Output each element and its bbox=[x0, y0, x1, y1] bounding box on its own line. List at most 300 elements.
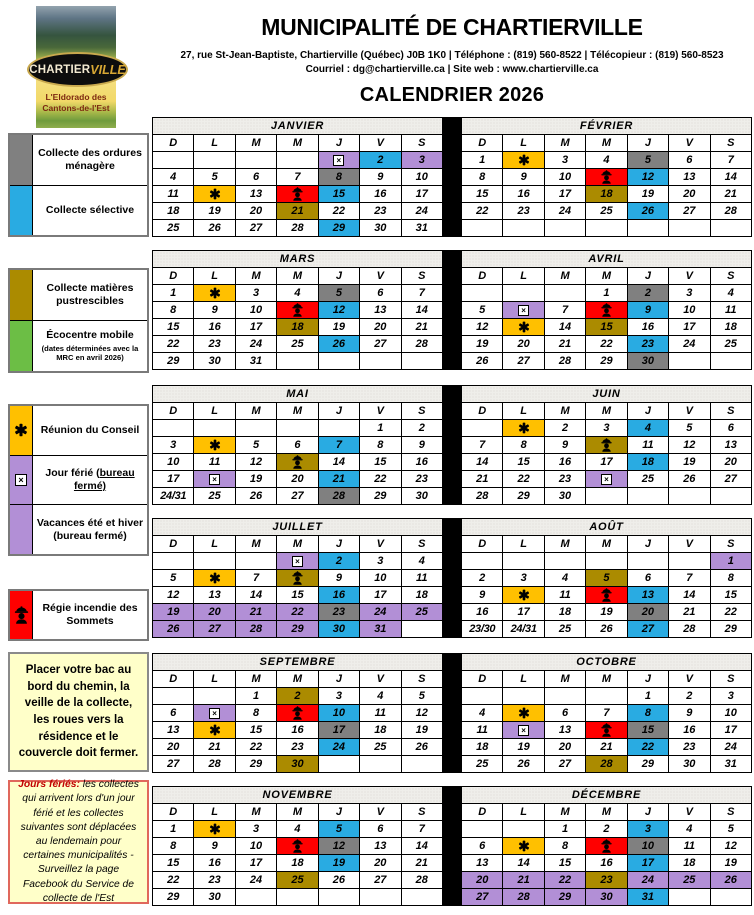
day-cell: 22 bbox=[235, 739, 276, 756]
day-cell bbox=[153, 688, 194, 705]
day-cell: 1 bbox=[544, 821, 585, 838]
day-cell bbox=[194, 420, 235, 437]
day-cell: 2 bbox=[318, 553, 359, 570]
day-of-week-header: M bbox=[277, 135, 318, 152]
day-cell: 23 bbox=[318, 604, 359, 621]
firefighter-icon bbox=[600, 839, 613, 853]
day-of-week-header: L bbox=[194, 671, 235, 688]
day-cell: 17 bbox=[710, 722, 751, 739]
day-cell: 18 bbox=[360, 722, 401, 739]
day-cell: 29 bbox=[586, 353, 627, 370]
firefighter-icon bbox=[291, 839, 304, 853]
day-cell: 15 bbox=[503, 454, 544, 471]
day-cell: 22 bbox=[586, 336, 627, 353]
day-of-week-header: M bbox=[235, 135, 276, 152]
day-cell bbox=[669, 889, 710, 906]
day-cell bbox=[503, 152, 544, 169]
day-cell: 18 bbox=[669, 855, 710, 872]
day-cell bbox=[627, 553, 668, 570]
day-cell bbox=[194, 821, 235, 838]
day-of-week-header: M bbox=[235, 268, 276, 285]
day-of-week-header: J bbox=[318, 403, 359, 420]
day-cell: 21 bbox=[710, 186, 751, 203]
day-cell bbox=[586, 471, 627, 488]
month-calendar-mai bbox=[152, 385, 443, 505]
day-cell: 17 bbox=[627, 855, 668, 872]
day-cell: 1 bbox=[153, 821, 194, 838]
day-of-week-header: M bbox=[544, 135, 585, 152]
day-cell: 31 bbox=[401, 220, 442, 237]
legend-swatch-purple bbox=[10, 505, 33, 554]
month-pair-row bbox=[152, 117, 752, 237]
day-of-week-header: M bbox=[235, 671, 276, 688]
council-meeting-star-icon bbox=[209, 823, 221, 835]
holiday-closed-icon: × bbox=[601, 474, 612, 485]
day-cell: 27 bbox=[360, 336, 401, 353]
day-of-week-header: M bbox=[235, 536, 276, 553]
day-cell: 23 bbox=[627, 336, 668, 353]
day-cell: 19 bbox=[503, 739, 544, 756]
day-cell: 6 bbox=[360, 821, 401, 838]
day-of-week-header: S bbox=[401, 268, 442, 285]
day-cell: 17 bbox=[503, 604, 544, 621]
day-cell: 16 bbox=[401, 454, 442, 471]
day-cell: 13 bbox=[544, 722, 585, 739]
day-of-week-header: J bbox=[627, 268, 668, 285]
day-cell bbox=[277, 454, 318, 471]
day-cell: 29 bbox=[710, 621, 751, 638]
day-cell: 18 bbox=[401, 587, 442, 604]
day-cell: 17 bbox=[360, 587, 401, 604]
day-cell: 1 bbox=[235, 688, 276, 705]
day-cell bbox=[194, 152, 235, 169]
day-cell: 24 bbox=[235, 336, 276, 353]
day-cell: 21 bbox=[462, 471, 503, 488]
month-pair-row bbox=[152, 786, 752, 906]
day-cell: 5 bbox=[318, 821, 359, 838]
day-cell: 7 bbox=[462, 437, 503, 454]
month-calendar-octobre bbox=[461, 653, 752, 773]
day-cell bbox=[586, 169, 627, 186]
day-of-week-header: M bbox=[544, 403, 585, 420]
month-calendar-avril bbox=[461, 250, 752, 370]
month-separator-bar bbox=[443, 385, 461, 505]
day-cell bbox=[503, 302, 544, 319]
day-cell: 8 bbox=[503, 437, 544, 454]
legend-item bbox=[10, 186, 147, 236]
logo-oval bbox=[27, 52, 128, 87]
day-cell: 8 bbox=[710, 570, 751, 587]
day-cell bbox=[318, 889, 359, 906]
day-cell: 2 bbox=[586, 821, 627, 838]
day-cell: 15 bbox=[544, 855, 585, 872]
council-meeting-star-icon bbox=[518, 154, 530, 166]
day-cell: 5 bbox=[153, 570, 194, 587]
day-of-week-header: V bbox=[669, 671, 710, 688]
day-cell: 7 bbox=[277, 169, 318, 186]
day-cell: 4 bbox=[544, 570, 585, 587]
day-cell: 3 bbox=[360, 553, 401, 570]
day-cell bbox=[277, 353, 318, 370]
day-cell: 23 bbox=[401, 471, 442, 488]
day-cell: 5 bbox=[669, 420, 710, 437]
day-cell bbox=[277, 838, 318, 855]
month-calendar-juin bbox=[461, 385, 752, 505]
day-cell: 3 bbox=[235, 821, 276, 838]
day-cell: 29 bbox=[153, 353, 194, 370]
day-of-week-header: L bbox=[194, 268, 235, 285]
day-cell: 3 bbox=[153, 437, 194, 454]
day-cell: 21 bbox=[318, 471, 359, 488]
holiday-closed-icon: × bbox=[209, 474, 220, 485]
day-of-week-header: L bbox=[194, 403, 235, 420]
council-meeting-star-icon bbox=[518, 707, 530, 719]
day-cell: 19 bbox=[710, 855, 751, 872]
day-cell: 1 bbox=[586, 285, 627, 302]
month-pair-row bbox=[152, 518, 752, 638]
contact-line: Courriel : dg@chartierville.ca | Site web : www.chartierville.ca bbox=[305, 64, 599, 75]
day-cell: 29 bbox=[627, 756, 668, 773]
day-of-week-header: J bbox=[627, 536, 668, 553]
legend-item bbox=[10, 505, 147, 554]
day-of-week-header: J bbox=[627, 135, 668, 152]
day-cell bbox=[462, 553, 503, 570]
day-cell: 5 bbox=[401, 688, 442, 705]
day-cell: 13 bbox=[627, 587, 668, 604]
day-of-week-header: M bbox=[544, 536, 585, 553]
day-cell: 20 bbox=[360, 319, 401, 336]
day-cell: 18 bbox=[544, 604, 585, 621]
day-cell: 26 bbox=[627, 203, 668, 220]
day-cell bbox=[277, 186, 318, 203]
day-cell: 17 bbox=[235, 855, 276, 872]
legend-item bbox=[10, 135, 147, 186]
day-cell bbox=[669, 353, 710, 370]
day-of-week-header: L bbox=[503, 804, 544, 821]
day-of-week-header: D bbox=[462, 804, 503, 821]
day-of-week-header: S bbox=[710, 671, 751, 688]
day-cell: 16 bbox=[194, 855, 235, 872]
day-of-week-header: V bbox=[360, 536, 401, 553]
day-cell: 13 bbox=[710, 437, 751, 454]
day-cell: 5 bbox=[586, 570, 627, 587]
day-cell bbox=[503, 285, 544, 302]
day-cell: 28 bbox=[235, 621, 276, 638]
day-cell: 24/31 bbox=[153, 488, 194, 505]
day-cell: 17 bbox=[235, 319, 276, 336]
day-cell bbox=[544, 553, 585, 570]
month-calendar-décembre bbox=[461, 786, 752, 906]
month-calendar-juillet bbox=[152, 518, 443, 638]
legend-swatch-green bbox=[10, 321, 33, 371]
day-cell bbox=[503, 688, 544, 705]
day-cell: 20 bbox=[503, 336, 544, 353]
month-pair-row bbox=[152, 653, 752, 773]
day-cell: 6 bbox=[544, 705, 585, 722]
month-title: FÉVRIER bbox=[462, 118, 752, 135]
day-cell: 13 bbox=[462, 855, 503, 872]
firefighter-icon bbox=[291, 187, 304, 201]
day-cell: 31 bbox=[360, 621, 401, 638]
day-cell: 1 bbox=[627, 688, 668, 705]
day-cell: 18 bbox=[586, 186, 627, 203]
day-cell bbox=[277, 705, 318, 722]
day-cell: 15 bbox=[277, 587, 318, 604]
day-of-week-header: S bbox=[401, 671, 442, 688]
legend-swatch-red bbox=[10, 591, 33, 639]
day-cell: 6 bbox=[277, 437, 318, 454]
day-cell: 27 bbox=[277, 488, 318, 505]
day-cell: 17 bbox=[586, 454, 627, 471]
month-title: JANVIER bbox=[153, 118, 443, 135]
day-cell bbox=[153, 152, 194, 169]
council-meeting-star-icon bbox=[518, 589, 530, 601]
day-cell bbox=[503, 722, 544, 739]
day-cell bbox=[194, 722, 235, 739]
day-cell: 28 bbox=[462, 488, 503, 505]
day-of-week-header: D bbox=[462, 536, 503, 553]
day-of-week-header: V bbox=[669, 268, 710, 285]
day-cell: 20 bbox=[360, 855, 401, 872]
day-cell: 12 bbox=[669, 437, 710, 454]
day-cell: 29 bbox=[503, 488, 544, 505]
day-cell: 24 bbox=[669, 336, 710, 353]
day-of-week-header: S bbox=[401, 135, 442, 152]
day-cell: 27 bbox=[627, 621, 668, 638]
day-cell: 8 bbox=[318, 169, 359, 186]
day-of-week-header: L bbox=[194, 536, 235, 553]
day-cell: 8 bbox=[235, 705, 276, 722]
day-cell: 22 bbox=[318, 203, 359, 220]
day-cell: 3 bbox=[318, 688, 359, 705]
day-of-week-header: M bbox=[586, 403, 627, 420]
day-cell: 15 bbox=[153, 319, 194, 336]
day-cell: 7 bbox=[401, 821, 442, 838]
day-of-week-header: M bbox=[544, 671, 585, 688]
day-cell: 9 bbox=[462, 587, 503, 604]
month-pair-row bbox=[152, 385, 752, 505]
day-cell bbox=[277, 570, 318, 587]
day-cell: 6 bbox=[235, 169, 276, 186]
day-cell: 16 bbox=[194, 319, 235, 336]
day-cell: 10 bbox=[669, 302, 710, 319]
day-cell: 11 bbox=[627, 437, 668, 454]
day-cell: 27 bbox=[669, 203, 710, 220]
day-cell bbox=[277, 553, 318, 570]
legend-group bbox=[8, 133, 149, 237]
day-cell bbox=[586, 587, 627, 604]
day-of-week-header: S bbox=[710, 804, 751, 821]
council-meeting-star-icon bbox=[209, 287, 221, 299]
day-cell bbox=[318, 420, 359, 437]
day-of-week-header: S bbox=[710, 135, 751, 152]
day-cell: 24 bbox=[235, 872, 276, 889]
day-cell: 21 bbox=[669, 604, 710, 621]
legend-swatch-gray bbox=[10, 135, 33, 185]
day-cell: 20 bbox=[544, 739, 585, 756]
day-of-week-header: D bbox=[462, 268, 503, 285]
day-cell: 8 bbox=[462, 169, 503, 186]
day-cell: 24 bbox=[401, 203, 442, 220]
legend-group bbox=[8, 268, 149, 373]
day-cell bbox=[194, 705, 235, 722]
day-of-week-header: S bbox=[710, 403, 751, 420]
council-meeting-star-icon bbox=[209, 572, 221, 584]
day-cell: 27 bbox=[194, 621, 235, 638]
day-of-week-header: L bbox=[503, 671, 544, 688]
day-of-week-header: M bbox=[586, 268, 627, 285]
day-cell bbox=[153, 420, 194, 437]
day-cell: 31 bbox=[627, 889, 668, 906]
day-cell bbox=[401, 621, 442, 638]
day-cell bbox=[503, 838, 544, 855]
day-cell: 24 bbox=[627, 872, 668, 889]
legend-label: Collecte sélective bbox=[45, 203, 135, 216]
day-of-week-header: M bbox=[277, 268, 318, 285]
day-cell: 30 bbox=[194, 353, 235, 370]
day-of-week-header: M bbox=[277, 671, 318, 688]
day-of-week-header: J bbox=[627, 403, 668, 420]
day-cell: 9 bbox=[669, 705, 710, 722]
day-cell: 21 bbox=[401, 855, 442, 872]
day-of-week-header: L bbox=[194, 804, 235, 821]
day-of-week-header: D bbox=[153, 671, 194, 688]
day-cell: 28 bbox=[669, 621, 710, 638]
day-cell: 19 bbox=[401, 722, 442, 739]
day-cell bbox=[277, 420, 318, 437]
day-cell: 23 bbox=[194, 336, 235, 353]
day-cell: 20 bbox=[462, 872, 503, 889]
day-cell bbox=[586, 838, 627, 855]
day-cell: 27 bbox=[462, 889, 503, 906]
holidays-note-title: Jours fériés: bbox=[18, 779, 80, 791]
day-cell: 10 bbox=[153, 454, 194, 471]
day-cell: 2 bbox=[462, 570, 503, 587]
day-cell bbox=[318, 353, 359, 370]
day-cell: 4 bbox=[627, 420, 668, 437]
day-cell: 6 bbox=[153, 705, 194, 722]
day-cell: 9 bbox=[627, 302, 668, 319]
day-cell: 14 bbox=[544, 319, 585, 336]
day-cell: 1 bbox=[710, 553, 751, 570]
day-cell: 30 bbox=[401, 488, 442, 505]
day-cell: 9 bbox=[401, 437, 442, 454]
day-cell: 24 bbox=[710, 739, 751, 756]
day-cell: 2 bbox=[669, 688, 710, 705]
day-cell: 19 bbox=[586, 604, 627, 621]
day-cell: 30 bbox=[360, 220, 401, 237]
month-title: JUIN bbox=[462, 386, 752, 403]
day-cell: 20 bbox=[153, 739, 194, 756]
day-cell: 23 bbox=[669, 739, 710, 756]
day-cell: 25 bbox=[627, 471, 668, 488]
day-cell: 16 bbox=[586, 855, 627, 872]
day-cell: 16 bbox=[669, 722, 710, 739]
day-cell: 4 bbox=[710, 285, 751, 302]
day-cell: 19 bbox=[318, 855, 359, 872]
day-cell bbox=[401, 353, 442, 370]
legend-group bbox=[8, 589, 149, 641]
month-separator-bar bbox=[443, 653, 461, 773]
day-cell: 11 bbox=[194, 454, 235, 471]
day-cell: 6 bbox=[627, 570, 668, 587]
day-of-week-header: M bbox=[586, 536, 627, 553]
day-cell: 4 bbox=[586, 152, 627, 169]
day-cell: 5 bbox=[627, 152, 668, 169]
day-cell: 15 bbox=[235, 722, 276, 739]
day-cell: 22 bbox=[710, 604, 751, 621]
day-cell bbox=[586, 488, 627, 505]
day-cell: 31 bbox=[235, 353, 276, 370]
day-cell: 29 bbox=[544, 889, 585, 906]
day-cell: 15 bbox=[318, 186, 359, 203]
day-cell bbox=[586, 220, 627, 237]
day-cell: 22 bbox=[277, 604, 318, 621]
day-cell: 26 bbox=[235, 488, 276, 505]
day-cell: 10 bbox=[401, 169, 442, 186]
holiday-closed-icon: × bbox=[15, 474, 27, 486]
day-cell: 22 bbox=[627, 739, 668, 756]
month-title: SEPTEMBRE bbox=[153, 654, 443, 671]
day-cell bbox=[235, 889, 276, 906]
day-of-week-header: M bbox=[277, 804, 318, 821]
day-cell: 28 bbox=[710, 203, 751, 220]
day-cell: 25 bbox=[277, 336, 318, 353]
month-title: DÉCEMBRE bbox=[462, 787, 752, 804]
day-cell bbox=[710, 220, 751, 237]
day-cell bbox=[503, 319, 544, 336]
day-cell: 2 bbox=[401, 420, 442, 437]
day-cell bbox=[277, 152, 318, 169]
day-cell: 20 bbox=[627, 604, 668, 621]
day-cell: 20 bbox=[669, 186, 710, 203]
day-cell: 21 bbox=[503, 872, 544, 889]
month-calendar-janvier bbox=[152, 117, 443, 237]
day-cell: 28 bbox=[277, 220, 318, 237]
day-cell bbox=[401, 756, 442, 773]
day-cell: 13 bbox=[194, 587, 235, 604]
day-cell: 4 bbox=[401, 553, 442, 570]
month-separator-bar bbox=[443, 786, 461, 906]
day-cell: 20 bbox=[277, 471, 318, 488]
day-of-week-header: M bbox=[235, 403, 276, 420]
day-of-week-header: M bbox=[277, 536, 318, 553]
day-of-week-header: V bbox=[360, 804, 401, 821]
day-cell: 4 bbox=[462, 705, 503, 722]
day-cell: 26 bbox=[710, 872, 751, 889]
day-cell: 18 bbox=[277, 319, 318, 336]
day-cell: 3 bbox=[503, 570, 544, 587]
day-cell: 27 bbox=[503, 353, 544, 370]
day-of-week-header: M bbox=[586, 135, 627, 152]
day-cell: 4 bbox=[669, 821, 710, 838]
day-cell: 12 bbox=[153, 587, 194, 604]
day-cell bbox=[710, 488, 751, 505]
day-cell: 26 bbox=[586, 621, 627, 638]
day-of-week-header: V bbox=[669, 403, 710, 420]
day-cell bbox=[360, 353, 401, 370]
day-cell: 25 bbox=[153, 220, 194, 237]
day-cell bbox=[235, 553, 276, 570]
firefighter-icon bbox=[291, 455, 304, 469]
day-cell: 23 bbox=[194, 872, 235, 889]
day-of-week-header: L bbox=[503, 135, 544, 152]
day-cell: 3 bbox=[627, 821, 668, 838]
day-of-week-header: L bbox=[503, 536, 544, 553]
day-cell: 21 bbox=[194, 739, 235, 756]
day-cell: 18 bbox=[710, 319, 751, 336]
day-cell: 16 bbox=[360, 186, 401, 203]
